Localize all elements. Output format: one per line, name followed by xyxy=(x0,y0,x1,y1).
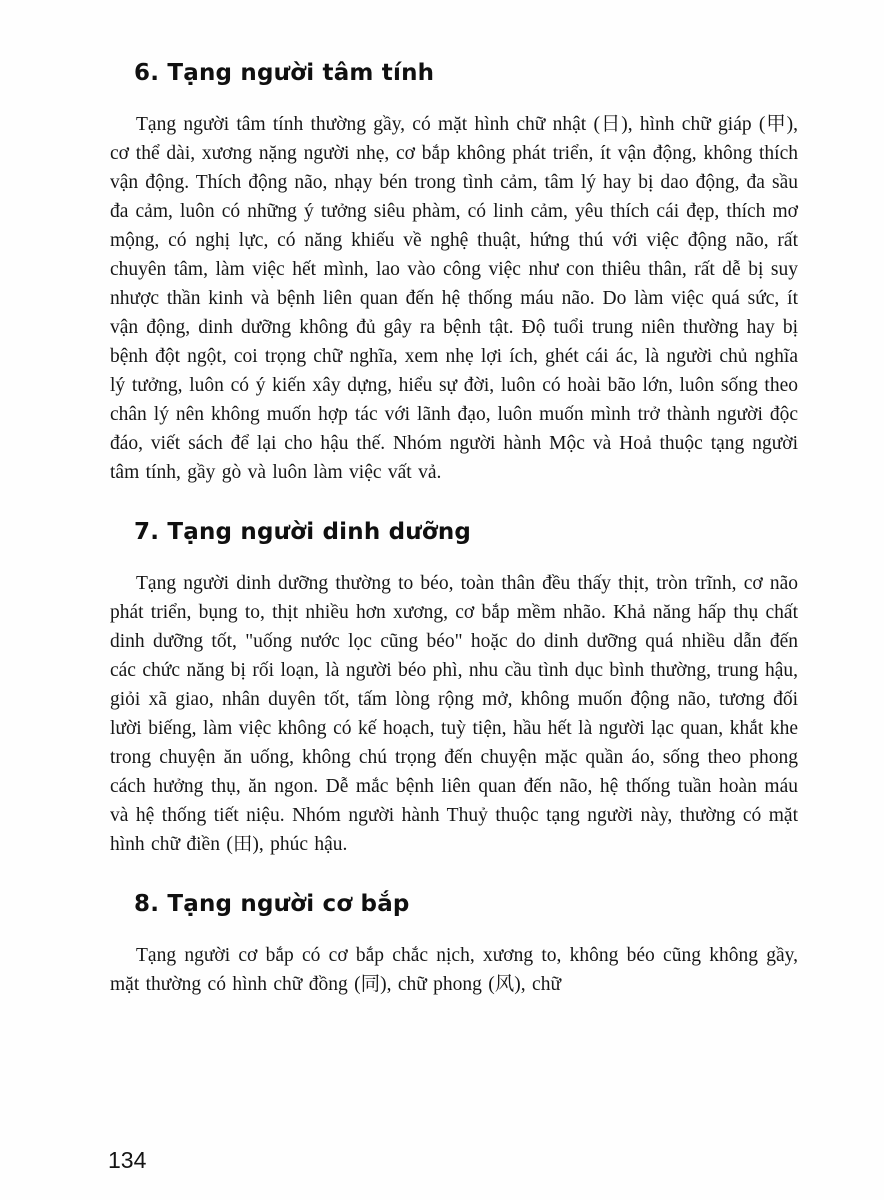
page-content xyxy=(110,60,798,999)
section-tam-tinh xyxy=(110,60,798,487)
section-body-6: Tạng người tâm tính thường gầy, có mặt hình chữ nhật (日), hình chữ giáp (甲), cơ thể dài, xương nặng người nhẹ, cơ bắp không phát triển, ít vận động, không thích vận động. Thích động não, nhạy bén trong tình cảm, tâm lý hay bị dao động, đa sầu đa cảm, luôn có những ý tưởng siêu phàm, có linh cảm, yêu thích cái đẹp, thích mơ mộng, có nghị lực, có năng khiếu về nghệ thuật, hứng thú với việc động não, rất chuyên tâm, làm việc hết mình, lao vào công việc như con thiêu thân, rất dễ bị suy nhược thần kinh và bệnh liên quan đến hệ thống máu não. Do làm việc quá sức, ít vận động, dinh dưỡng không đủ gây ra bệnh tật. Độ tuổi trung niên thường hay bị bệnh đột ngột, coi trọng chữ nghĩa, xem nhẹ lợi ích, ghét cái ác, là người chủ nghĩa lý tưởng, luôn có ý kiến xây dựng, hiểu sự đời, luôn có hoài bão lớn, luôn sống theo chân lý nên không muốn hợp tác với lãnh đạo, luôn muốn mình trở thành người độc đáo, viết sách để lại cho hậu thế. Nhóm người hành Mộc và Hoả thuộc tạng người tâm tính, gầy gò và luôn làm việc vất vả. xyxy=(110,114,798,483)
page-number: 134 xyxy=(108,1147,147,1173)
section-dinh-duong xyxy=(110,519,798,859)
section-heading-7: 7. Tạng người dinh dưỡng xyxy=(134,519,472,545)
section-heading-6: 6. Tạng người tâm tính xyxy=(134,60,435,86)
section-heading-8: 8. Tạng người cơ bắp xyxy=(134,891,410,917)
section-body-8: Tạng người cơ bắp có cơ bắp chắc nịch, xương to, không béo cũng không gầy, mặt thường có hình chữ đồng (同), chữ phong (风), chữ xyxy=(110,945,798,995)
section-body-7: Tạng người dinh dưỡng thường to béo, toàn thân đều thấy thịt, tròn trĩnh, cơ não phát triển, bụng to, thịt nhiều hơn xương, cơ bắp mềm nhão. Khả năng hấp thụ chất dinh dưỡng tốt, "uống nước lọc cũng béo" hoặc do dinh dưỡng quá nhiều dẫn đến các chức năng bị rối loạn, là người béo phì, nhu cầu tình dục bình thường, trung hậu, giỏi xã giao, nhân duyên tốt, tấm lòng rộng mở, không muốn động não, tương đối lười biếng, làm việc không có kế hoạch, tuỳ tiện, hầu hết là người lạc quan, khắt khe trong chuyện ăn uống, không chú trọng đến chuyện mặc quần áo, sống theo phong cách hưởng thụ, ăn ngon. Dễ mắc bệnh liên quan đến não, hệ thống tuần hoàn máu và hệ thống tiết niệu. Nhóm người hành Thuỷ thuộc tạng người này, thường có mặt hình chữ điền (田), phúc hậu. xyxy=(110,573,798,855)
section-co-bap xyxy=(110,891,798,999)
